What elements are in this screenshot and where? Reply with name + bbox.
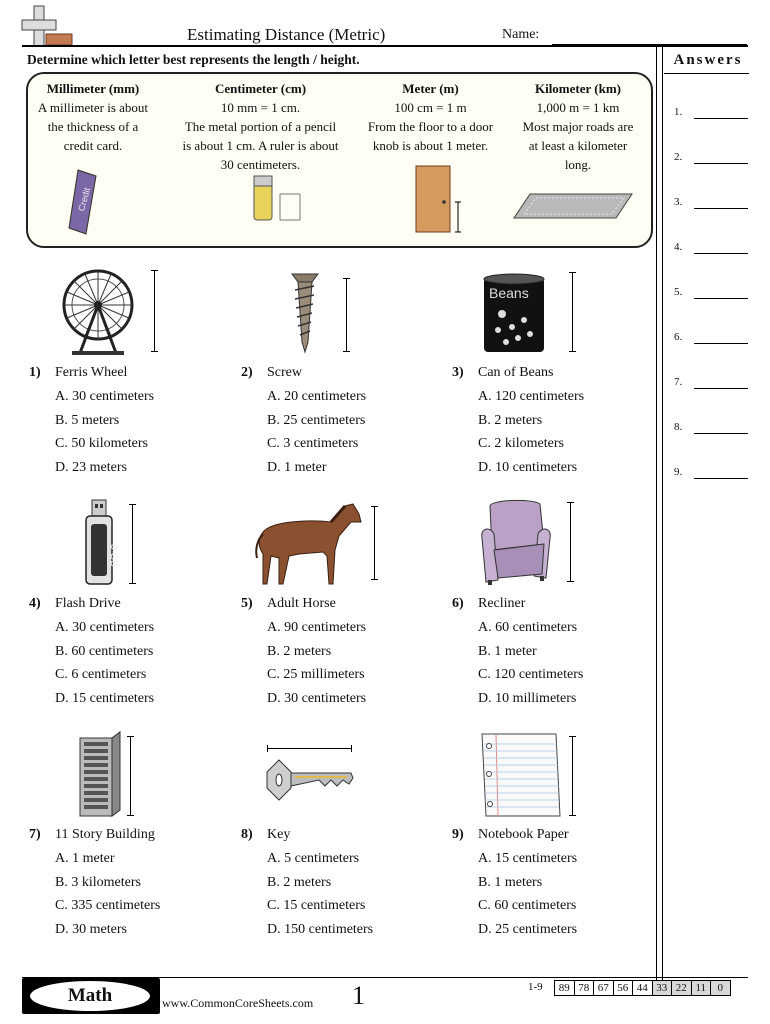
unit-line: A millimeter is about bbox=[37, 100, 149, 115]
answer-option[interactable]: B. 2 meters bbox=[267, 643, 332, 659]
answer-option[interactable]: B. 60 centimeters bbox=[55, 643, 154, 659]
unit-reference-box bbox=[26, 72, 653, 248]
unit-heading: Meter (m) bbox=[402, 81, 459, 96]
question-text: Recliner bbox=[478, 596, 526, 611]
score-table bbox=[554, 980, 731, 996]
question-2 bbox=[241, 361, 446, 479]
height-bracket bbox=[572, 736, 573, 816]
question-text: Notebook Paper bbox=[478, 827, 569, 842]
unit-line: knob is about 1 meter. bbox=[372, 138, 489, 153]
unit-line: Most major roads are bbox=[522, 119, 634, 134]
answer-row bbox=[674, 331, 750, 347]
answer-option[interactable]: A. 20 centimeters bbox=[267, 389, 367, 404]
answer-option[interactable]: C. 120 centimeters bbox=[478, 667, 584, 683]
score-cell: 33 bbox=[652, 981, 672, 996]
instructions: Determine which letter best represents the length / height. bbox=[27, 52, 360, 67]
answer-number: 8. bbox=[674, 421, 683, 433]
answer-option[interactable]: B. 3 kilometers bbox=[55, 874, 141, 890]
unit-heading: Kilometer (km) bbox=[534, 81, 622, 96]
answer-row bbox=[674, 376, 750, 392]
unit-line: is about 1 cm. A ruler is about bbox=[182, 138, 339, 153]
score-cell: 78 bbox=[574, 981, 594, 996]
answer-blank[interactable] bbox=[694, 163, 748, 164]
length-bracket-end bbox=[351, 745, 352, 752]
answer-option[interactable]: A. 5 centimeters bbox=[267, 851, 360, 866]
question-9 bbox=[452, 823, 657, 941]
answer-row bbox=[674, 241, 750, 257]
answer-number: 2. bbox=[674, 151, 683, 163]
answer-option[interactable]: D. 23 meters bbox=[55, 459, 127, 475]
height-bracket bbox=[572, 272, 573, 352]
unit-heading: Centimeter (cm) bbox=[214, 81, 307, 96]
answer-row bbox=[674, 106, 750, 122]
length-bracket-end bbox=[267, 745, 268, 752]
answer-number: 3. bbox=[674, 196, 683, 208]
site-url[interactable]: www.CommonCoreSheets.com bbox=[162, 996, 314, 1010]
notebook-paper-icon bbox=[480, 732, 562, 818]
question-text: Can of Beans bbox=[478, 365, 554, 380]
answer-option[interactable]: C. 50 kilometers bbox=[55, 436, 148, 452]
height-bracket bbox=[570, 502, 571, 582]
answer-option[interactable]: D. 150 centimeters bbox=[267, 921, 374, 937]
answers-divider bbox=[662, 46, 663, 988]
bean-can-icon bbox=[482, 272, 548, 356]
question-1 bbox=[29, 361, 234, 479]
score-cell: 22 bbox=[672, 981, 692, 996]
plus-logo-icon bbox=[22, 6, 72, 46]
answer-option[interactable]: C. 3 centimeters bbox=[267, 436, 359, 452]
answer-blank[interactable] bbox=[694, 343, 748, 344]
height-bracket bbox=[346, 278, 347, 352]
answer-option[interactable]: A. 30 centimeters bbox=[55, 389, 155, 404]
question-text: Adult Horse bbox=[267, 596, 336, 611]
header-rule bbox=[22, 45, 748, 47]
screw-icon bbox=[290, 272, 320, 356]
question-8 bbox=[241, 823, 446, 941]
building-icon bbox=[74, 730, 124, 818]
answer-option[interactable]: B. 2 meters bbox=[267, 874, 332, 890]
question-number: 1) bbox=[29, 365, 41, 380]
unit-millimeter bbox=[28, 79, 158, 155]
question-number: 6) bbox=[452, 596, 464, 611]
question-7 bbox=[29, 823, 234, 941]
can-label: Beans bbox=[489, 285, 529, 301]
answer-number: 5. bbox=[674, 286, 683, 298]
score-cell: 44 bbox=[633, 981, 653, 996]
question-5 bbox=[241, 592, 446, 710]
key-icon bbox=[265, 758, 355, 802]
answer-number: 1. bbox=[674, 106, 683, 118]
answer-blank[interactable] bbox=[694, 118, 748, 119]
credit-card-label: Credit bbox=[76, 186, 93, 213]
answer-option[interactable]: A. 120 centimeters bbox=[478, 389, 585, 404]
ferris-wheel-icon bbox=[58, 265, 138, 357]
answer-option[interactable]: A. 30 centimeters bbox=[55, 620, 155, 635]
answer-option[interactable]: D. 25 centimeters bbox=[478, 921, 578, 937]
question-text: Flash Drive bbox=[55, 596, 121, 611]
unit-line: credit card. bbox=[63, 138, 123, 153]
question-number: 2) bbox=[241, 365, 253, 380]
height-bracket bbox=[374, 506, 375, 580]
answer-option[interactable]: B. 5 meters bbox=[55, 412, 120, 428]
answer-option[interactable]: D. 30 meters bbox=[55, 921, 127, 937]
answer-row bbox=[674, 466, 750, 482]
door-icon bbox=[414, 164, 469, 234]
page-number: 1 bbox=[352, 981, 365, 1010]
answer-number: 7. bbox=[674, 376, 683, 388]
score-range-label: 1-9 bbox=[528, 981, 543, 993]
flash-drive-icon bbox=[84, 498, 119, 586]
unit-line: at least a kilometer bbox=[528, 138, 628, 153]
question-text: Ferris Wheel bbox=[55, 365, 128, 380]
road-icon bbox=[512, 192, 637, 222]
answer-blank[interactable] bbox=[694, 433, 748, 434]
answers-title-rule bbox=[664, 73, 749, 74]
page-title: Estimating Distance (Metric) bbox=[187, 25, 386, 44]
unit-centimeter bbox=[168, 79, 353, 174]
credit-card-icon bbox=[66, 168, 106, 238]
question-3 bbox=[452, 361, 657, 479]
math-badge-label: Math bbox=[30, 981, 150, 1011]
unit-line: From the floor to a door bbox=[367, 119, 494, 134]
answer-option[interactable]: A. 60 centimeters bbox=[478, 620, 578, 635]
answer-row bbox=[674, 196, 750, 212]
name-label: Name: bbox=[502, 27, 540, 42]
answer-number: 4. bbox=[674, 241, 683, 253]
height-bracket bbox=[154, 270, 155, 352]
answer-option[interactable]: B. 1 meter bbox=[478, 643, 537, 659]
question-number: 4) bbox=[29, 596, 41, 611]
answer-option[interactable]: C. 335 centimeters bbox=[55, 898, 161, 914]
answer-number: 6. bbox=[674, 331, 683, 343]
answer-blank[interactable] bbox=[694, 478, 748, 479]
question-6 bbox=[452, 592, 657, 710]
answer-option[interactable]: C. 15 centimeters bbox=[267, 898, 366, 914]
height-bracket bbox=[132, 504, 133, 584]
unit-kilometer bbox=[508, 79, 648, 174]
answer-option[interactable]: C. 60 centimeters bbox=[478, 898, 577, 914]
question-4 bbox=[29, 592, 234, 710]
answer-option[interactable]: D. 15 centimeters bbox=[55, 690, 155, 706]
unit-meter bbox=[358, 79, 503, 155]
question-text: Key bbox=[267, 827, 291, 842]
answer-blank[interactable] bbox=[694, 253, 748, 254]
answer-option[interactable]: B. 1 meters bbox=[478, 874, 543, 890]
question-number: 7) bbox=[29, 827, 41, 842]
unit-line: 1,000 m = 1 km bbox=[536, 100, 620, 115]
question-number: 3) bbox=[452, 365, 464, 380]
score-cell: 11 bbox=[691, 981, 711, 996]
answer-row bbox=[674, 151, 750, 167]
answer-option[interactable]: D. 10 centimeters bbox=[478, 459, 578, 475]
question-number: 8) bbox=[241, 827, 253, 842]
answer-option[interactable]: B. 25 centimeters bbox=[267, 412, 366, 428]
answer-row bbox=[674, 421, 750, 437]
flash-drive-label: 8 GB bbox=[108, 544, 119, 567]
score-cell: 56 bbox=[613, 981, 633, 996]
unit-line: long. bbox=[564, 157, 592, 172]
answer-blank[interactable] bbox=[694, 298, 748, 299]
answer-blank[interactable] bbox=[694, 208, 748, 209]
answer-option[interactable]: D. 10 millimeters bbox=[478, 690, 577, 706]
score-cell: 0 bbox=[711, 981, 731, 996]
question-number: 9) bbox=[452, 827, 464, 842]
unit-line: The metal portion of a pencil bbox=[184, 119, 337, 134]
unit-line: 30 centimeters. bbox=[220, 157, 301, 172]
score-cell: 67 bbox=[594, 981, 614, 996]
answer-option[interactable]: A. 15 centimeters bbox=[478, 851, 578, 866]
question-number: 5) bbox=[241, 596, 253, 611]
answer-option[interactable]: A. 1 meter bbox=[55, 851, 115, 866]
answer-option[interactable]: D. 30 centimeters bbox=[267, 690, 367, 706]
answer-option[interactable]: C. 6 centimeters bbox=[55, 667, 147, 683]
answer-option[interactable]: A. 90 centimeters bbox=[267, 620, 367, 635]
answer-option[interactable]: C. 25 millimeters bbox=[267, 667, 365, 683]
answer-option[interactable]: C. 2 kilometers bbox=[478, 436, 564, 452]
answers-title: Answers bbox=[673, 52, 743, 68]
unit-line: 100 cm = 1 m bbox=[394, 100, 467, 115]
answer-row bbox=[674, 286, 750, 302]
question-text: 11 Story Building bbox=[55, 827, 155, 842]
answer-option[interactable]: D. 1 meter bbox=[267, 459, 327, 475]
score-cell: 89 bbox=[555, 981, 575, 996]
recliner-icon bbox=[478, 498, 554, 586]
answer-number: 9. bbox=[674, 466, 683, 478]
length-bracket bbox=[267, 748, 351, 749]
unit-line: the thickness of a bbox=[47, 119, 139, 134]
height-bracket bbox=[130, 736, 131, 816]
question-text: Screw bbox=[267, 365, 302, 380]
unit-heading: Millimeter (mm) bbox=[46, 81, 140, 96]
pencil-tip-icon bbox=[250, 174, 305, 224]
answer-blank[interactable] bbox=[694, 388, 748, 389]
answer-option[interactable]: B. 2 meters bbox=[478, 412, 543, 428]
horse-icon bbox=[253, 500, 365, 586]
unit-line: 10 mm = 1 cm. bbox=[220, 100, 301, 115]
